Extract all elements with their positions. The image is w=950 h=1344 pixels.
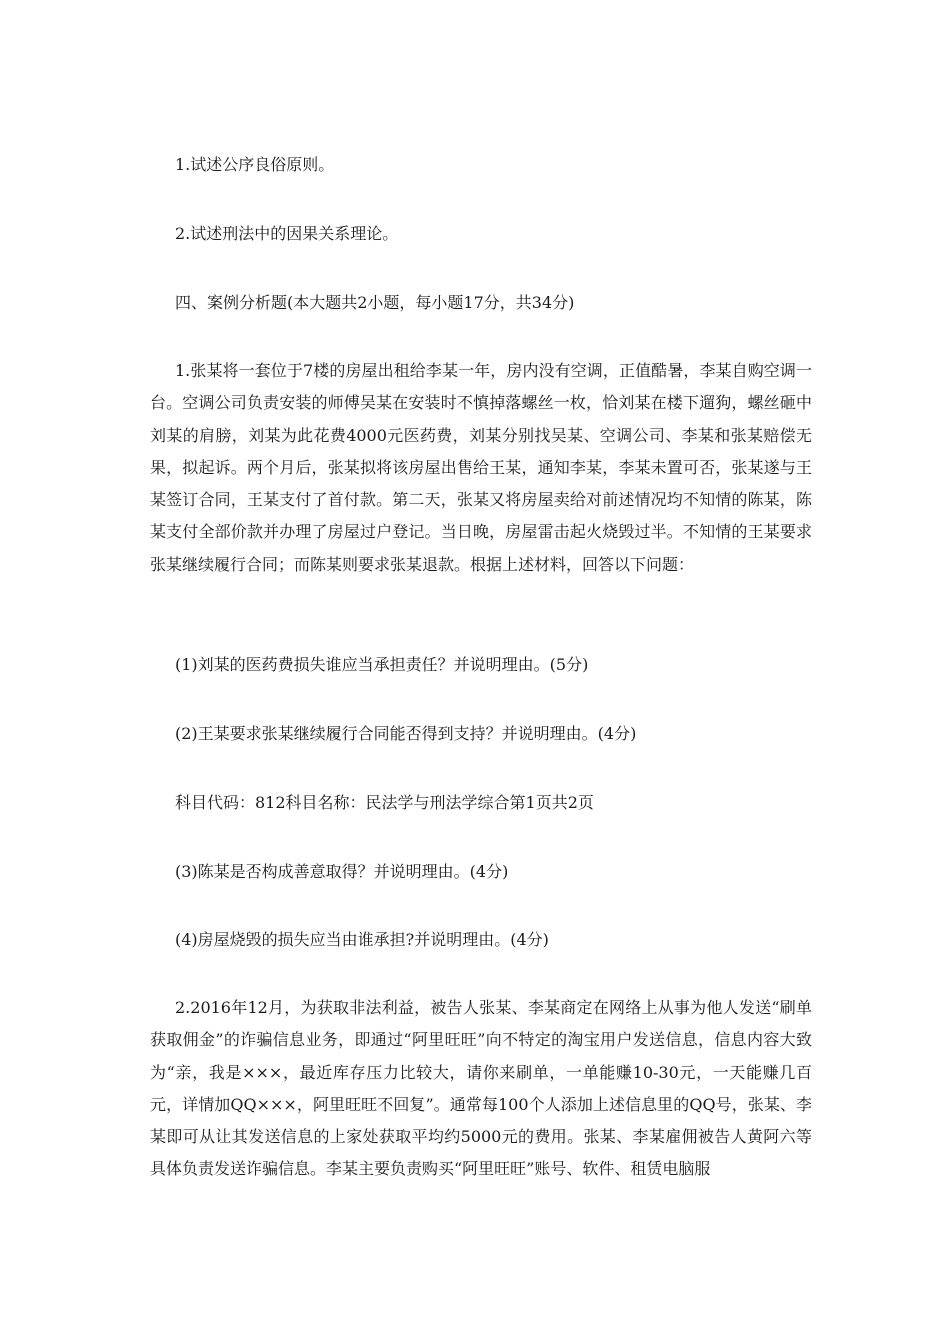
- case-2-paragraph: 2.2016年12月，为获取非法利益，被告人张某、李某商定在网络上从事为他人发送“刷单获取佣金”的诈骗信息业务，即通过“阿里旺旺”向不特定的淘宝用户发送信息，信息内容大致为“亲，我是×××，最近库存压力比较大，请你来刷单，一单能赚10-30元，一天能赚几百元，详情加QQ×××，阿里旺旺不回复”。通常每100个人添加上述信息里的QQ号，张某、李某即可从让其发送信息的上家处获取平均约5000元的费用。张某、李某雇佣被告人黄阿六等具体负责发送诈骗信息。李某主要负责购买“阿里旺旺”账号、软件、租赁电脑服: [150, 998, 812, 1179]
- sub-question-4: (4)房屋烧毁的损失应当由谁承担?并说明理由。(4分): [175, 930, 549, 949]
- sub-question-1: (1)刘某的医药费损失谁应当承担责任？并说明理由。(5分): [175, 655, 589, 674]
- page-footer: 科目代码：812科目名称：民法学与刑法学综合第1页共2页: [175, 793, 594, 812]
- section-heading: 四、案例分析题(本大题共2小题，每小题17分，共34分): [175, 293, 575, 312]
- sub-question-2: (2)王某要求张某继续履行合同能否得到支持？并说明理由。(4分): [175, 724, 637, 743]
- question-2: 2.试述刑法中的因果关系理论。: [175, 224, 399, 243]
- sub-question-3: (3)陈某是否构成善意取得？并说明理由。(4分): [175, 862, 509, 881]
- case-1-paragraph: 1.张某将一套位于7楼的房屋出租给李某一年，房内没有空调，正值酷暑，李某自购空调一台。空调公司负责安装的师傅吴某在安装时不慎掉落螺丝一枚，恰刘某在楼下遛狗，螺丝砸中刘某的肩膀，刘某为此花费4000元医药费，刘某分别找吴某、空调公司、李某和张某赔偿无果，拟起诉。两个月后，张某拟将该房屋出售给王某，通知李某，李某未置可否，张某遂与王某签订合同，王某支付了首付款。第二天，张某又将房屋卖给对前述情况均不知情的陈某，陈某支付全部价款并办理了房屋过户登记。当日晚，房屋雷击起火烧毁过半。不知情的王某要求张某继续履行合同；而陈某则要求张某退款。根据上述材料，回答以下问题：: [150, 361, 812, 574]
- question-1: 1.试述公序良俗原则。: [175, 155, 335, 174]
